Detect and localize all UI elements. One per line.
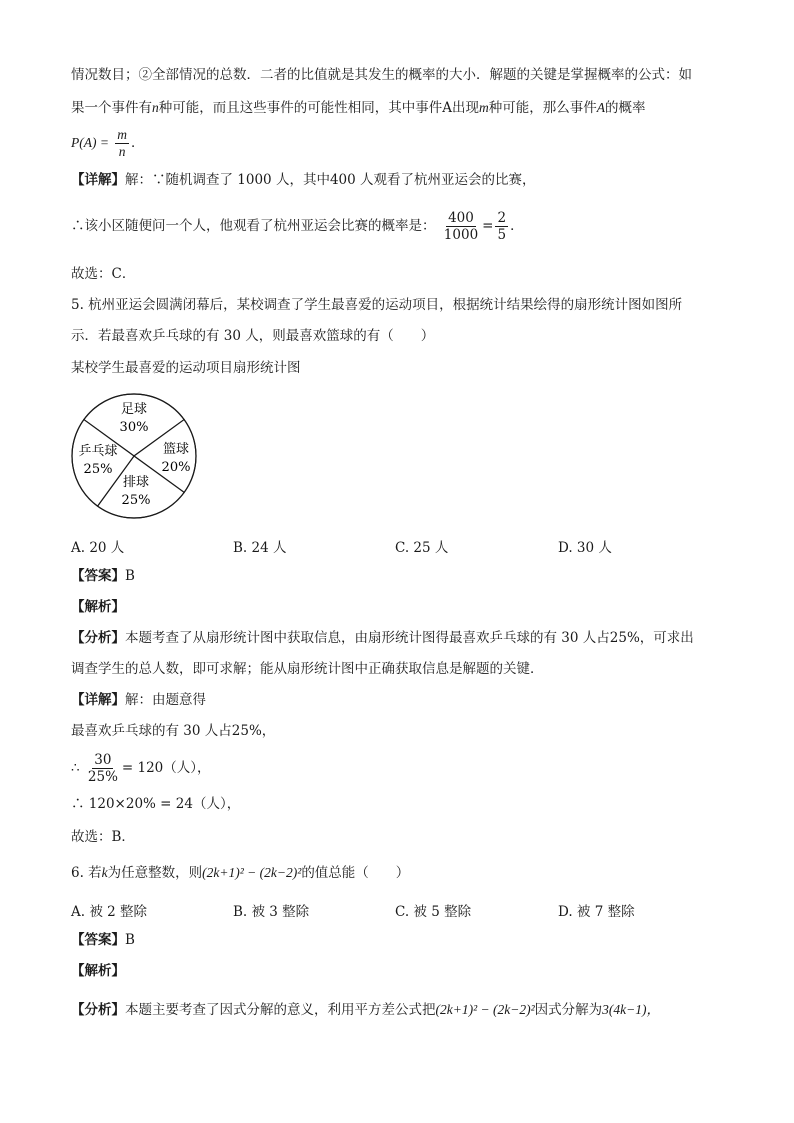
answer-value: B [125,568,135,584]
text-line [71,210,524,243]
text-line [71,171,536,189]
text-line [71,99,646,117]
text-run: 因式分解为 [534,1002,603,1018]
text-run: 种可能，那么事件 [488,100,597,116]
text-run: 本题考查了从扇形统计图中获取信息，由扇形统计图得最喜欢乒乓球的有 30 人占25%，可求出 [125,630,694,646]
fraction [115,127,129,160]
text-run: ． [131,135,145,151]
answer-value: B [125,932,135,948]
text-line: 调查学生的总人数，即可求解；能从扇形统计图中正确获取信息是解题的关键． [71,661,544,677]
option-c: C. 被 5 整除 [395,904,472,920]
answer-tag: 【答案】 [71,932,125,948]
option-b: B. 24 人 [233,540,287,556]
fenxi-tag: 【分析】 [71,1002,125,1018]
fraction-denominator: 5 [497,227,507,243]
answer-line [71,567,135,585]
text-run: 6. 若 [71,865,102,881]
fraction-denominator: 25% [87,769,118,785]
fraction [442,210,480,243]
fraction-denominator: n [118,144,126,159]
fraction-numerator: 400 [448,210,474,226]
fraction-denominator: 1000 [443,227,479,243]
slice-pct-football: 30% [119,420,149,435]
fraction-numerator: m [117,127,128,142]
slice-label-pingpong: 乒乓球 [78,444,118,459]
option-d: D. 30 人 [558,540,612,556]
text-run: 果一个事件有 [71,100,152,116]
fraction-numerator: 30 [94,752,112,768]
text-run: 解：由题意得 [125,692,206,708]
text-run: 的值总能（ ） [301,865,410,881]
fenxi-tag: 【分析】 [71,630,125,646]
therefore-sign: ∴ [71,760,80,776]
answer-tag: 【答案】 [71,568,125,584]
question-5-line: 5. 杭州亚运会圆满闭幕后，某校调查了学生最喜爱的运动项目，根据统计结果绘得的扇形统计图如图所 [71,297,683,313]
fraction [495,210,508,243]
slice-pct-pingpong: 25% [83,462,113,477]
fraction [86,752,120,785]
math-var: n [152,100,159,115]
math-expression: (2k+1)² − (2k−2)² [202,865,302,880]
math-expression: 3(4k−1)， [602,1002,660,1017]
text-line: 故选：C． [71,266,136,282]
text-run: = 120（人）， [121,760,211,776]
answer-line [71,931,135,949]
text-run: 种可能，而且这些事件的可能性相同，其中事件A出现 [158,100,479,116]
option-b: B. 被 3 整除 [233,904,310,920]
detail-tag: 【详解】 [71,692,125,708]
equals-sign: = [482,218,494,234]
text-line: 故选：B． [71,829,135,845]
option-c: C. 25 人 [395,540,449,556]
option-a: A. 20 人 [71,540,125,556]
math-var: m [479,100,489,115]
text-run: 本题主要考查了因式分解的意义，利用平方差公式把 [125,1002,436,1018]
question-5-line: 示．若最喜欢乒乓球的有 30 人，则最喜欢篮球的有（ ） [71,328,435,344]
text-line [71,691,206,709]
slice-pct-basketball: 20% [161,460,191,475]
pie-chart [66,390,206,530]
formula-line [71,752,211,785]
text-run: ． [510,218,524,234]
slice-label-basketball: 篮球 [162,442,190,457]
formula-line: ∴ 120×20% = 24（人）， [71,796,241,812]
text-line [71,1001,660,1019]
fraction-numerator: 2 [497,210,507,226]
analysis-tag: 【解析】 [71,599,125,615]
math-var: k [101,865,108,880]
text-run: 解：∵随机调查了 1000 人，其中400 人观看了杭州亚运会的比赛， [125,172,536,188]
question-6-line [71,864,409,882]
math-expression: (2k+1)² − (2k−2)² [435,1002,535,1017]
analysis-tag: 【解析】 [71,963,125,979]
text-line: 情况数目；②全部情况的总数．二者的比值就是其发生的概率的大小．解题的关键是掌握概率的公式：如 [71,67,692,83]
formula-lhs: P(A) = [71,135,109,150]
slice-pct-volleyball: 25% [121,493,151,508]
chart-title: 某校学生最喜爱的运动项目扇形统计图 [71,360,301,376]
detail-tag: 【详解】 [71,172,125,188]
math-var: A [596,100,605,115]
text-line: 最喜欢乒乓球的有 30 人占25%， [71,723,276,739]
text-run: 为任意整数，则 [107,865,203,881]
slice-label-football: 足球 [120,402,148,417]
text-run: 的概率 [605,100,646,116]
slice-label-volleyball: 排球 [122,475,150,490]
text-run: ∴该小区随便问一个人，他观看了杭州亚运会比赛的概率是： [71,218,436,234]
text-line [71,629,694,647]
option-a: A. 被 2 整除 [71,904,148,920]
formula-probability [71,127,145,160]
option-d: D. 被 7 整除 [558,904,635,920]
